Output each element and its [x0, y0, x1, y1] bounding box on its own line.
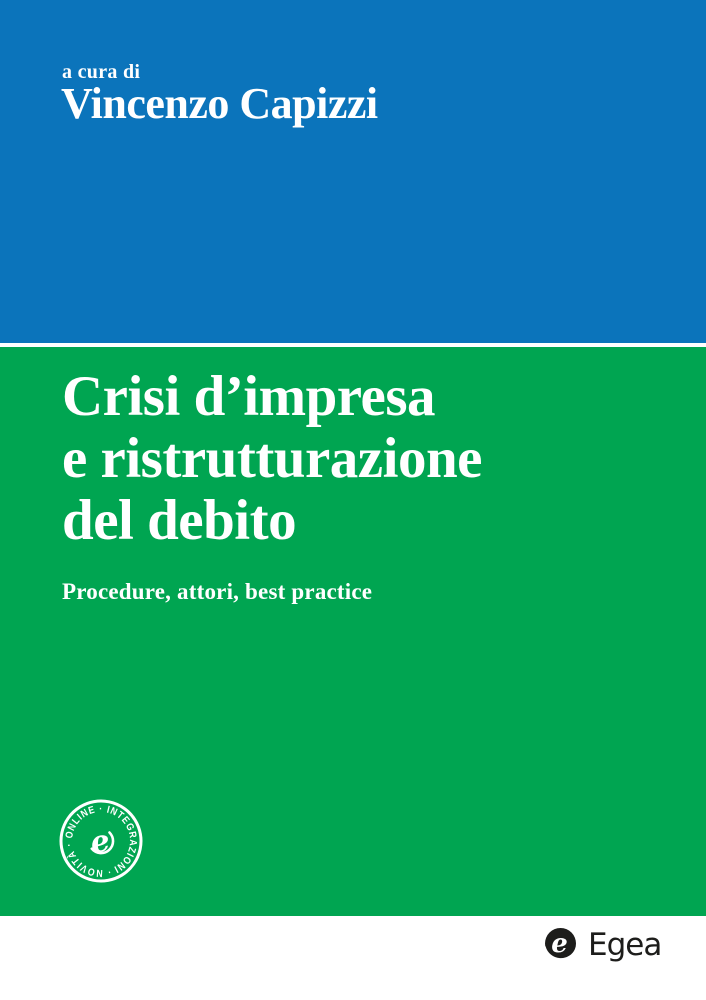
badge-ring-text: · ONLINE · INTEGRAZIONI · NOVITÀ [63, 803, 139, 879]
publisher-name: Egea [588, 927, 662, 963]
badge-egea-e-icon: e [87, 823, 113, 862]
book-title [62, 366, 482, 552]
author-prefix: a cura di [62, 61, 141, 83]
egea-e-logo-icon [543, 927, 579, 963]
online-content-badge [58, 798, 144, 884]
publisher-logo [543, 927, 579, 963]
egea-logo-e-glyph: e [551, 929, 568, 959]
book-subtitle: Procedure, attori, best practice [62, 579, 373, 604]
title-line: e ristrutturazione [62, 427, 482, 490]
footer-band [0, 916, 706, 1000]
title-line: Crisi d’impresa [62, 365, 436, 428]
author-name: Vincenzo Capizzi [61, 79, 378, 128]
main-band [0, 347, 706, 916]
title-line: del debito [62, 489, 297, 552]
top-band [0, 0, 706, 343]
online-badge-stamp-icon [58, 798, 144, 884]
